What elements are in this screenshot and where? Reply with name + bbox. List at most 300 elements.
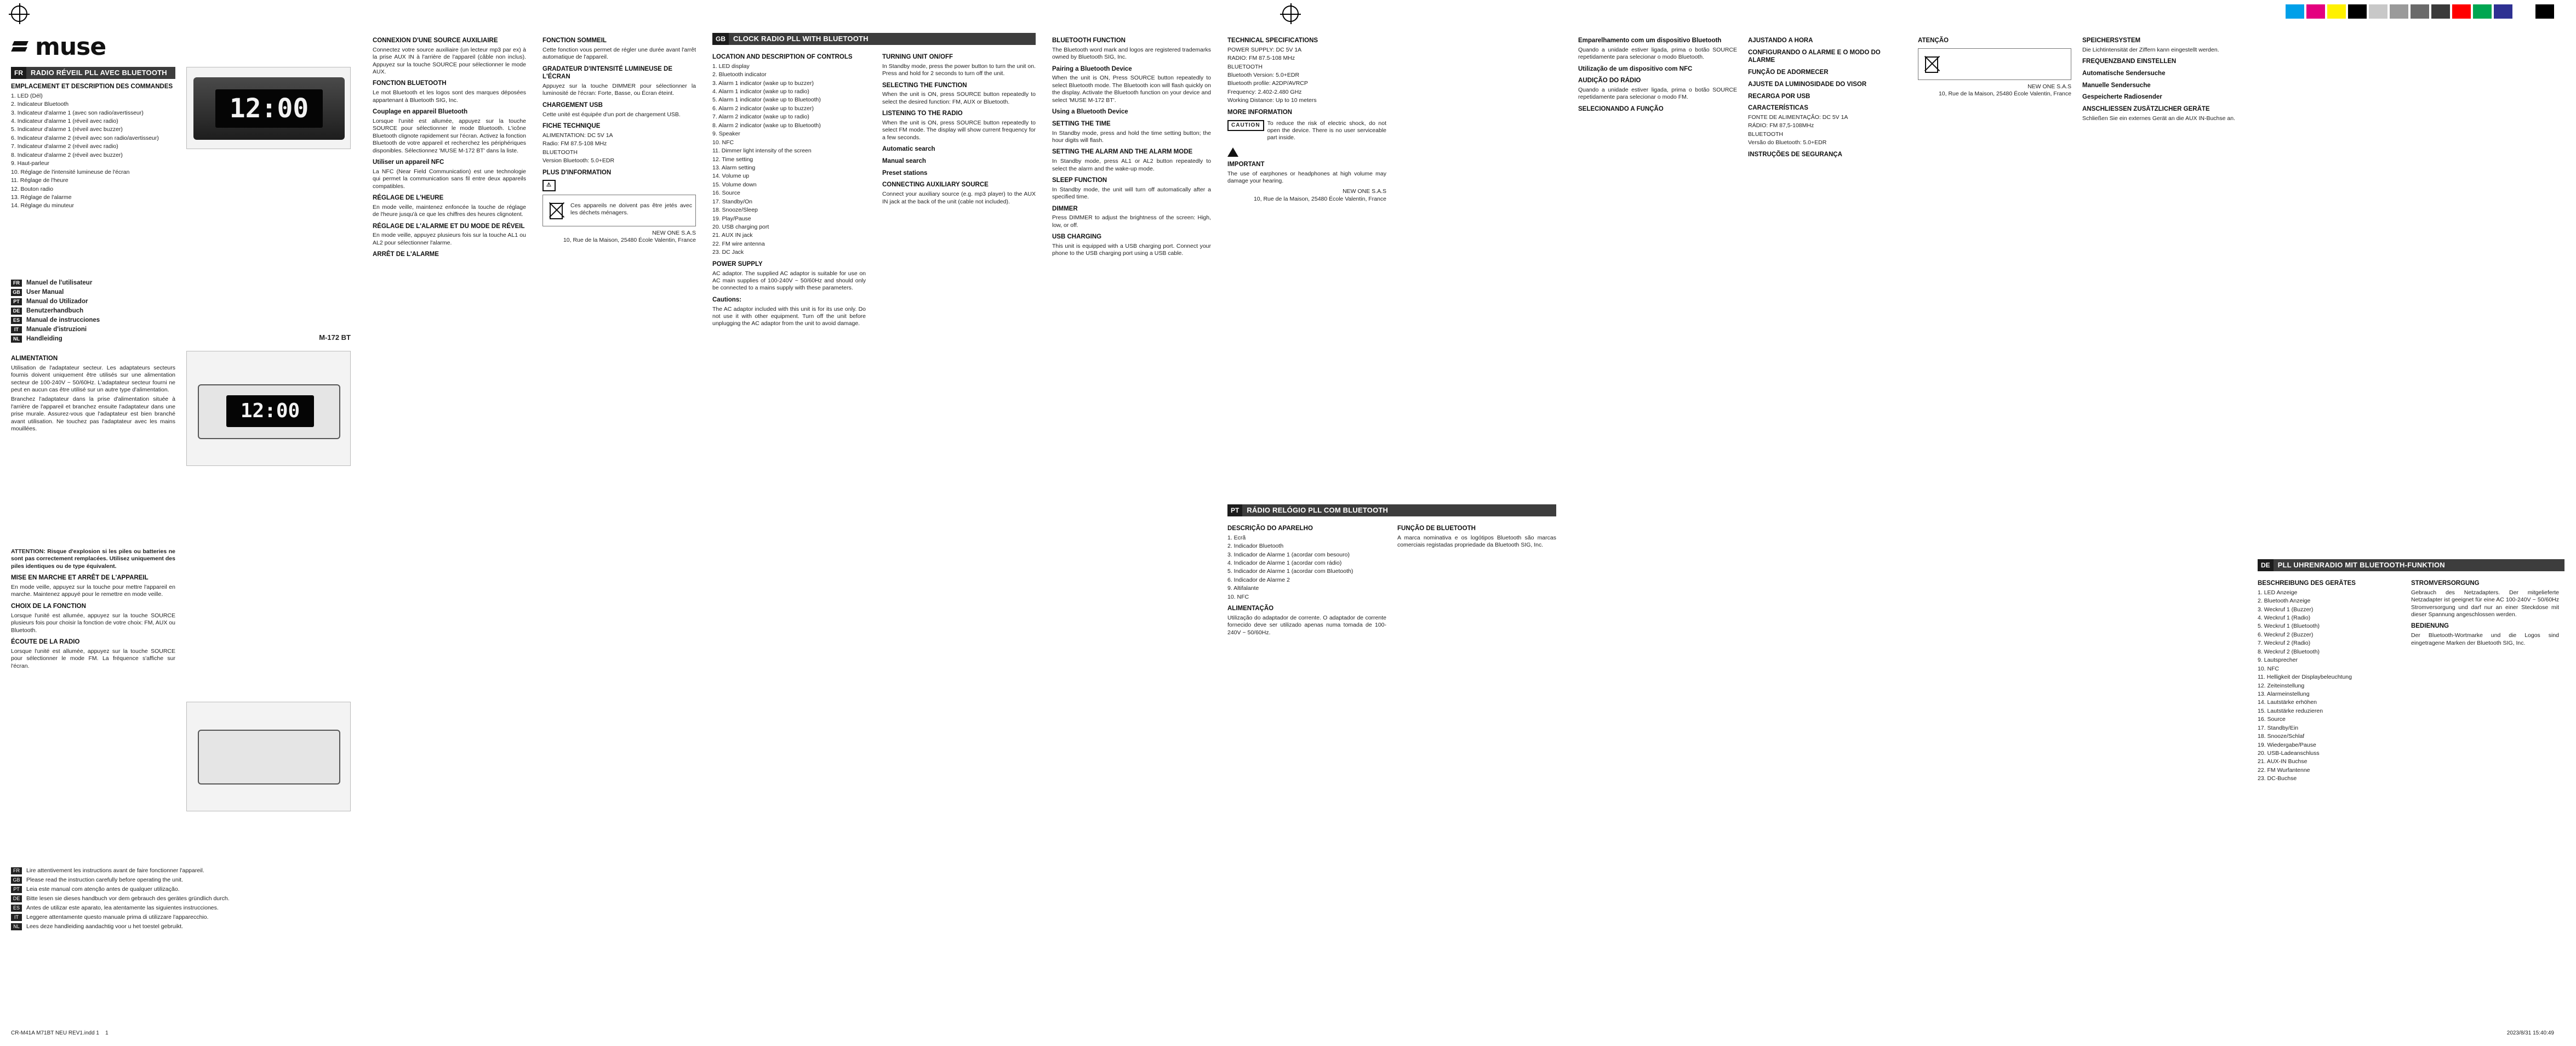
color-swatch	[2473, 4, 2492, 19]
fr-control-item: 7. Indicateur d'alarme 2 (réveil avec radio)	[11, 143, 118, 150]
gb-power-text: AC adaptor. The supplied AC adaptor is suitable for use on AC main supplies of 100-240V ~ 50/60Hz and should only be connected to a mains supply with these parameters.	[712, 270, 866, 292]
page-6	[1578, 33, 1907, 1020]
registration-strip	[0, 0, 2576, 29]
gb-caution-block	[1227, 120, 1386, 144]
model-number: M-172 BT	[319, 333, 351, 342]
gb-tech-title: TECHNICAL SPECIFICATIONS	[1227, 37, 1318, 44]
safety-text: Leia este manual com atenção antes de qualquer utilização.	[26, 885, 180, 892]
pt-car-list	[1748, 114, 1907, 147]
pt-alim-title: ALIMENTAÇÃO	[1227, 605, 1274, 612]
pt-alim-text: Utilização do adaptador de corrente. O adaptador de corrente fornecido deve ser utilizado apenas numa tomada de 100-240V ~ 50/60Hz.	[1227, 614, 1386, 636]
de-p7-col-3	[2411, 576, 2559, 649]
diagram-display: 12:00	[226, 395, 314, 427]
pt-car-item: FONTE DE ALIMENTAÇÃO: DC 5V 1A	[1748, 114, 1848, 121]
fr-alim-text: Utilisation de l'adaptateur secteur. Les adaptateurs secteurs fournis doivent uniquement être utilisés sur une alimentation secteur de 100-240V ~ 50/60Hz. L'adaptateur secteur fourni ne peut en aucun cas être utilisé sur un autre type d'alimentation.	[11, 364, 175, 394]
pt-aux-text: Quando a unidade estiver ligada, prima o botão SOURCE repetidamente para selecionar o modo FM.	[1578, 87, 1737, 101]
de-control-item: 18. Snooze/Schlaf	[2258, 733, 2305, 740]
fr-nfc-text: La NFC (Near Field Communication) est une technologie qui permet la communication sans fil entre deux appareils compatibles.	[373, 168, 526, 190]
de-cont-title: SPEICHERSYSTEM	[2082, 37, 2141, 44]
gb-control-item: 22. FM wire antenna	[712, 240, 765, 247]
de-control-item: 19. Wiedergabe/Pause	[2258, 741, 2316, 748]
gb-lang-code: GB	[712, 33, 729, 45]
gb-radio-title: LISTENING TO THE RADIO	[882, 110, 963, 117]
fr-grad-title: GRADATEUR D'INTENSITÉ LUMINEUSE DE L'ÉCRAN	[542, 65, 673, 81]
gb-control-item: 1. LED display	[712, 62, 750, 70]
gb-control-item: 2. Bluetooth indicator	[712, 71, 767, 78]
de-section-header	[2258, 559, 2564, 571]
de-bedien-title: BEDIENUNG	[2411, 623, 2449, 630]
safety-line	[11, 894, 351, 903]
gb-aux-title: CONNECTING AUXILIARY SOURCE	[882, 181, 989, 189]
crossed-bin-icon	[1922, 52, 1941, 76]
gb-control-item: 23. DC Jack	[712, 249, 744, 256]
pt-p6-col-2	[1748, 33, 1907, 161]
clock-display: 12:00	[215, 89, 323, 128]
language-code: GB	[11, 289, 22, 296]
weee-box	[542, 195, 696, 226]
fr-control-item: 5. Indicateur d'alarme 1 (réveil avec buzzer)	[11, 126, 123, 133]
gb-dimmer-text: Press DIMMER to adjust the brightness of the screen: High, low, or off.	[1052, 214, 1211, 229]
gb-column-1	[712, 33, 1036, 48]
gb-control-item: 12. Time setting	[712, 156, 753, 163]
gb-section-title: CLOCK RADIO PLL WITH BLUETOOTH	[733, 34, 869, 43]
de-header-row	[2258, 559, 2564, 575]
gb-aux-text: Connect your auxiliary source (e.g. mp3 player) to the AUX IN jack at the back of the unit (cable not included).	[882, 191, 1036, 205]
language-name: User Manual	[26, 289, 64, 296]
gb-control-item: 4. Alarm 1 indicator (wake up to radio)	[712, 88, 809, 95]
safety-line	[11, 903, 351, 913]
fr-control-item: 8. Indicateur d'alarme 2 (réveil avec buzzer)	[11, 151, 123, 158]
page-4	[1052, 33, 1216, 1020]
de-control-item: 6. Weckruf 2 (Buzzer)	[2258, 631, 2314, 638]
gb-bt-title: BLUETOOTH FUNCTION	[1052, 37, 1126, 44]
back-diagram	[186, 702, 351, 811]
fr-p2-col-1	[373, 33, 526, 260]
de-control-item: 3. Weckruf 1 (Buzzer)	[2258, 606, 2314, 613]
color-swatch	[2327, 4, 2346, 19]
gb-time-text: In Standby mode, press and hold the time setting button; the hour digits will flash.	[1052, 129, 1211, 144]
gb-loc-title: LOCATION AND DESCRIPTION OF CONTROLS	[712, 54, 853, 60]
de-control-item: 4. Weckruf 1 (Radio)	[2258, 615, 2311, 622]
gb-usb-text: This unit is equipped with a USB charging port. Connect your phone to the USB charging port using a USB cable.	[1052, 242, 1211, 257]
pt-header-row	[1227, 504, 1556, 520]
page-5	[1227, 33, 1567, 1020]
page-7	[1918, 33, 2564, 1020]
pt-car-item: RÁDIO: FM 87,5-108MHz	[1748, 122, 1814, 129]
language-index	[11, 278, 351, 344]
gb-p4-col	[1052, 33, 1211, 260]
fr-nfc-title: Utiliser un appareil NFC	[373, 158, 444, 166]
gb-cautions-text: The AC adaptor included with this unit is for its use only. Do not use it with other equipment. Turn off the unit before unplugging the AC adaptor from the unit to avoid damage.	[712, 305, 866, 327]
fr-charge-title: CHARGEMENT USB	[542, 101, 603, 109]
pt-control-item: 10. NFC	[1227, 593, 1249, 600]
pt-control-item: 1. Ecrã	[1227, 534, 1246, 541]
language-code: ES	[11, 317, 22, 324]
language-row	[11, 288, 351, 297]
registration-mark-icon	[11, 5, 27, 22]
safety-line	[11, 922, 351, 931]
gb-bt-text: The Bluetooth word mark and logos are registered trademarks owned by Bluetooth SIG, Inc.	[1052, 46, 1211, 61]
gb-address	[1227, 188, 1386, 203]
color-swatch	[2494, 4, 2512, 19]
caution-block	[542, 180, 696, 191]
de-control-item: 21. AUX-IN Buchse	[2258, 758, 2307, 765]
gb-time-title: SETTING THE TIME	[1052, 120, 1111, 127]
gb-nfc-title: Using a Bluetooth Device	[1052, 109, 1128, 116]
gb-radio-text: When the unit is ON, press SOURCE button repeatedly to select FM mode. The display will show current frequency for a few seconds.	[882, 119, 1036, 141]
de-control-item: 10. NFC	[2258, 665, 2280, 672]
de-p7-col-2	[2258, 576, 2406, 784]
gb-manual-title: Manual search	[882, 157, 926, 164]
safety-line	[11, 876, 351, 885]
fr-snooze-title: FONCTION SOMMEIL	[542, 37, 607, 44]
gb-dimmer-title: DIMMER	[1052, 205, 1078, 212]
gb-tech-item: Working Distance: Up to 10 meters	[1227, 97, 1317, 104]
language-row	[11, 334, 351, 344]
language-row	[11, 297, 351, 306]
de-control-item: 14. Lautstärke erhöhen	[2258, 699, 2317, 706]
gb-control-item: 20. USB charging port	[712, 224, 769, 231]
gb-tech-item: POWER SUPPLY: DC 5V 1A	[1227, 46, 1302, 53]
pt-func-text: A marca nominativa e os logótipos Bluetooth são marcas comerciais registadas propriedade da Bluetooth SIG, Inc.	[1397, 534, 1556, 549]
gb-turn-title: TURNING UNIT ON/OFF	[882, 54, 953, 60]
color-swatch	[2306, 4, 2325, 19]
gb-control-item: 5. Alarm 1 indicator (wake up to Bluetooth)	[712, 96, 821, 104]
fr-column-1	[11, 67, 175, 211]
gb-control-item: 14. Volume up	[712, 173, 750, 180]
gb-tech-item: RADIO: FM 87.5-108 MHz	[1227, 55, 1295, 62]
fr-choix-title: CHOIX DE LA FONCTION	[11, 602, 86, 610]
gb-control-item: 6. Alarm 2 indicator (wake up to buzzer)	[712, 105, 814, 112]
clock-outline	[198, 384, 340, 439]
de-control-item: 7. Weckruf 2 (Radio)	[2258, 640, 2311, 647]
pt-func-title: FUNÇÃO DE BLUETOOTH	[1397, 525, 1476, 532]
gb-control-item: 8. Alarm 2 indicator (wake up to Bluetooth)	[712, 122, 821, 129]
product-photo	[186, 67, 351, 149]
company-name: NEW ONE S.A.S	[652, 230, 696, 237]
gb-sleep-title: SLEEP FUNCTION	[1052, 177, 1107, 184]
fr-fiche-list	[542, 132, 696, 165]
color-swatch	[2515, 4, 2533, 19]
language-row	[11, 306, 351, 316]
pt-atencao-title: ATENÇÃO	[1918, 37, 1949, 44]
pt-controls-list	[1227, 535, 1386, 601]
print-timestamp: 2023/8/31 15:40:49	[2506, 1030, 2554, 1036]
gb-important-text: The use of earphones or headphones at high volume may damage your hearing.	[1227, 170, 1386, 184]
fr-control-item: 11. Réglage de l'heure	[11, 177, 68, 184]
brand-name: muse	[35, 33, 106, 61]
gb-controls-list	[712, 63, 866, 257]
safety-lang-code: NL	[11, 923, 22, 930]
de-fm-title: Automatische Sendersuche	[2082, 70, 2166, 77]
de-manual-title: Manuelle Sendersuche	[2082, 82, 2151, 89]
pt-p5-col-1	[1227, 521, 1386, 639]
fr-lang-code: FR	[11, 67, 26, 79]
fr-regl-text: En mode veille, maintenez enfoncée la touche de réglage de l'heure jusqu'à ce que les chiffres des heures clignotent.	[373, 203, 526, 218]
fr-choix-text: Lorsque l'unité est allumée, appuyez sur la touche SOURCE plusieurs fois pour choisir la fonction de votre choix: FM, AUX ou Bluetooth.	[11, 612, 175, 634]
color-calibration-bars	[2286, 4, 2554, 19]
gb-turn-text: In Standby mode, press the power button to turn the unit on. Press and hold for 2 seconds to turn off the unit.	[882, 62, 1036, 77]
fr-fiche-item: Version Bluetooth: 5.0+EDR	[542, 157, 615, 164]
de-control-item: 16. Source	[2258, 716, 2286, 723]
language-code: IT	[11, 326, 22, 333]
pt-ajuste-title: AJUSTANDO A HORA	[1748, 37, 1813, 44]
safety-text: Leggere attentamente questo manuale prima di utilizzare l'apparecchio.	[26, 913, 209, 920]
fr-control-item: 10. Réglage de l'intensité lumineuse de l'écran	[11, 168, 130, 175]
pt-control-item: 5. Indicador de Alarme 1 (acordar com Bluetooth)	[1227, 568, 1353, 575]
language-code: PT	[11, 298, 22, 305]
de-strom-title: STROMVERSORGUNG	[2411, 580, 2480, 587]
gb-usb-title: USB CHARGING	[1052, 234, 1102, 241]
pt-lang-code: PT	[1227, 504, 1242, 516]
safety-line	[11, 866, 351, 876]
pt-p6-col-1	[1578, 33, 1737, 115]
pt-nfc-title: Utilização de um dispositivo com NFC	[1578, 65, 1693, 72]
color-swatch	[2452, 4, 2471, 19]
language-name: Manuale d'istruzioni	[26, 326, 87, 333]
de-freq-title: FREQUENZBAND EINSTELLEN	[2082, 58, 2177, 65]
gb-tech-item: Frequency: 2.402-2.480 GHz	[1227, 88, 1302, 95]
fr-conn-title: CONNEXION D'UNE SOURCE AUXILIAIRE	[373, 37, 498, 44]
safety-lang-code: ES	[11, 905, 22, 912]
gb-pair-text: When the unit is ON, Press SOURCE button repeatedly to select Bluetooth mode. The Bluetooth icon will flash quickly on the display. Activate the Bluetooth function on your device and select 'MUSE M-172 BT'.	[1052, 75, 1211, 104]
pt-conf-title: CONFIGURANDO O ALARME E O MODO DO ALARME	[1748, 49, 1881, 64]
fr-alarm-text: En mode veille, appuyez plusieurs fois sur la touche AL1 ou AL2 pour sélectionner l'alarme.	[373, 232, 526, 246]
language-row	[11, 278, 351, 288]
gb-control-item: 13. Alarm setting	[712, 164, 756, 171]
pt-section-header	[1227, 504, 1556, 516]
fr-control-item: 4. Indicateur d'alarme 1 (réveil avec radio)	[11, 118, 118, 125]
color-swatch	[2348, 4, 2367, 19]
language-code: DE	[11, 308, 22, 315]
company-name: NEW ONE S.A.S	[1343, 188, 1386, 195]
fr-pair-title: Couplage en appareil Bluetooth	[373, 109, 468, 116]
fr-alarm-title: RÉGLAGE DE L'ALARME ET DU MODE DE RÉVEIL	[373, 223, 525, 230]
language-name: Handleiding	[26, 336, 62, 343]
pt-brilho-title: AJUSTE DA LUMINOSIDADE DO VISOR	[1748, 81, 1867, 88]
pt-control-item: 4. Indicador de Alarme 1 (acordar com rádio)	[1227, 560, 1342, 567]
safety-line	[11, 885, 351, 894]
gb-control-item: 19. Play/Pause	[712, 215, 751, 222]
de-control-item: 22. FM Wurfantenne	[2258, 766, 2310, 774]
fr-regl-title: RÉGLAGE DE L'HEURE	[373, 195, 444, 201]
de-loc-title: BESCHREIBUNG DES GERÄTES	[2258, 580, 2356, 587]
gb-control-item: 3. Alarm 1 indicator (wake up to buzzer)	[712, 79, 814, 87]
fr-weee-text: Ces appareils ne doivent pas être jetés avec les déchets ménagers.	[570, 202, 692, 217]
de-control-item: 12. Zeiteinstellung	[2258, 682, 2305, 689]
fr-ecoute-text: Lorsque l'unité est allumée, appuyez sur la touche SOURCE pour sélectionner le mode FM. La fréquence s'affiche sur l'écran.	[11, 647, 175, 669]
language-row	[11, 316, 351, 325]
fr-mise-text: En mode veille, appuyez sur la touche pour mettre l'appareil en marche. Maintenez appuyé pour le remettre en mode veille.	[11, 584, 175, 598]
gb-important-title: IMPORTANT	[1227, 161, 1265, 168]
safety-text: Antes de utilizar este aparato, lea atentamente las siguientes instrucciones.	[26, 904, 219, 911]
fr-conn-text: Connectez votre source auxiliaire (un lecteur mp3 par ex) à la prise AUX IN à l'arrière de l'appareil (câble non inclus). Appuyez sur la touche SOURCE pour sélectionner le mode AUX.	[373, 46, 526, 76]
gb-p3-col-2	[882, 49, 1036, 208]
gb-auto-title: Automatic search	[882, 146, 935, 153]
pt-control-item: 2. Indicador Bluetooth	[1227, 543, 1284, 550]
fr-control-item: 13. Réglage de l'alarme	[11, 194, 72, 201]
gb-control-item: 7. Alarm 2 indicator (wake up to radio)	[712, 113, 809, 121]
color-swatch	[2286, 4, 2304, 19]
safety-lang-code: IT	[11, 914, 22, 921]
safety-line	[11, 913, 351, 922]
print-slug-right	[2507, 1030, 2554, 1036]
fr-control-item: 6. Indicateur d'alarme 2 (réveil avec son radio/avertisseur)	[11, 134, 159, 141]
fr-section-header	[11, 67, 175, 79]
gb-power-title: POWER SUPPLY	[712, 260, 763, 268]
fr-alim-text-2: Branchez l'adaptateur dans la prise d'alimentation située à l'arrière de l'appareil et branchez ensuite l'adaptateur dans une prise murale. Assurez-vous que l'adaptateur est bien branché avant utilisation. Ne touchez pas l'adaptateur avec les mains mouillées.	[11, 396, 175, 433]
pt-cont-title: Emparelhamento com um dispositivo Bluetooth	[1578, 37, 1722, 44]
fr-pair-text: Lorsque l'unité est allumée, appuyez sur la touche SOURCE pour sélectionner le mode Bluetooth. L'icône Bluetooth clignote rapidement sur l'écran. Activez la fonction Bluetooth de votre appareil et recherchez les périphériques disponibles. Sélectionnez 'MUSE M-172 BT' dans la liste.	[373, 117, 526, 154]
pt-section-title: RÁDIO RELÓGIO PLL COM BLUETOOTH	[1247, 505, 1389, 514]
brand-logo	[11, 33, 106, 61]
de-control-item: 5. Weckruf 1 (Bluetooth)	[2258, 623, 2320, 630]
de-control-item: 2. Bluetooth Anzeige	[2258, 598, 2311, 605]
pt-p5-col-2	[1397, 521, 1556, 552]
de-control-item: 9. Lautsprecher	[2258, 657, 2298, 664]
pt-control-item: 9. Altifalante	[1227, 585, 1259, 592]
fr-section-title: RADIO RÉVEIL PLL AVEC BLUETOOTH	[31, 68, 167, 77]
de-control-item: 23. DC-Buchse	[2258, 775, 2297, 782]
company-address: 10, Rue de la Maison, 25480 École Valentin, France	[1938, 90, 2071, 98]
safety-text: Lees deze handleiding aandachtig voor u het toestel gebruikt.	[26, 923, 184, 930]
pt-car-item: Versão do Bluetooth: 5.0+EDR	[1748, 139, 1827, 146]
safety-lang-code: GB	[11, 877, 22, 884]
fr-controls-title: EMPLACEMENT ET DESCRIPTION DES COMMANDES	[11, 83, 173, 90]
safety-notice-list	[11, 866, 351, 931]
fr-mise-title: MISE EN MARCHE ET ARRÊT DE L'APPAREIL	[11, 575, 148, 582]
safety-text: Please read the instruction carefully before operating the unit.	[26, 876, 184, 883]
fr-address	[542, 230, 696, 245]
fr-controls-list	[11, 93, 175, 210]
color-swatch	[2411, 4, 2429, 19]
fr-bt-text: Le mot Bluetooth et les logos sont des marques déposées appartenant à Bluetooth SIG, Inc.	[373, 89, 526, 104]
fr-fiche-item: Radio: FM 87.5-108 MHz	[542, 140, 607, 147]
gb-tech-item: Bluetooth Version: 5.0+EDR	[1227, 72, 1300, 79]
language-name: Manual do Utilizador	[26, 298, 88, 305]
de-control-item: 13. Alarmeinstellung	[2258, 690, 2310, 697]
file-name: CR-M41A M71BT NEU REV1.indd 1	[11, 1030, 99, 1036]
gb-tech-item: Bluetooth profile: A2DP/AVRCP	[1227, 80, 1308, 87]
gb-sel-text: When the unit is ON, press SOURCE button repeatedly to select the desired function: FM, AUX or Bluetooth.	[882, 91, 1036, 105]
language-row	[11, 325, 351, 334]
language-name: Benutzerhandbuch	[26, 308, 84, 315]
de-address	[1918, 83, 2071, 98]
pt-control-item: 3. Indicador de Alarme 1 (acordar com besouro)	[1227, 551, 1350, 558]
gb-caution-label: CAUTION	[1227, 120, 1264, 132]
pt-car-title: CARACTERÍSTICAS	[1748, 105, 1808, 112]
gb-pair-title: Pairing a Bluetooth Device	[1052, 65, 1132, 72]
page-number: 1	[105, 1030, 108, 1036]
gb-control-item: 11. Dimmer light intensity of the screen	[712, 147, 812, 155]
gb-control-item: 18. Snooze/Sleep	[712, 207, 758, 214]
fr-fiche-item: BLUETOOTH	[542, 149, 578, 156]
fr-grad-text: Appuyez sur la touche DIMMER pour sélectionner la luminosité de l'écran: Forte, Basse, ou Écran éteint.	[542, 83, 696, 97]
gb-control-item: 16. Source	[712, 190, 740, 197]
gb-control-item: 15. Volume down	[712, 181, 757, 188]
gb-p3-col-1	[712, 49, 866, 330]
fr-snooze-text: Cette fonction vous permet de régler une durée avant l'arrêt automatique de l'appareil.	[542, 46, 696, 61]
brand-mark-icon	[11, 40, 32, 54]
fr-fiche-title: FICHE TECHNIQUE	[542, 123, 601, 130]
gb-p5-col	[1227, 33, 1386, 203]
de-preset-title: Gespeicherte Radiosender	[2082, 94, 2162, 101]
pt-sel-title: SELECIONANDO A FUNÇÃO	[1578, 105, 1664, 112]
de-controls-list	[2258, 589, 2406, 783]
pt-loc-title: DESCRIÇÃO DO APARELHO	[1227, 525, 1313, 532]
de-p7-col-1	[2082, 33, 2236, 124]
lightning-warning	[1227, 147, 1386, 157]
fr-control-item: 9. Haut-parleur	[11, 160, 50, 167]
safety-lang-code: DE	[11, 895, 22, 902]
gb-sel-title: SELECTING THE FUNCTION	[882, 82, 967, 89]
language-code: NL	[11, 336, 22, 343]
fr-charge-text: Cette unité est équipée d'un port de chargement USB.	[542, 111, 681, 118]
pt-p7-col	[1918, 33, 2071, 98]
de-control-item: 1. LED Anzeige	[2258, 589, 2298, 596]
safety-text: Bitte lesen sie dieses handbuch vor dem gebrauch des gerätes gründlich durch.	[26, 895, 230, 902]
de-control-item: 11. Helligkeit der Displaybeleuchtung	[2258, 674, 2352, 681]
fr-alarm-stop: ARRÊT DE L'ALARME	[373, 251, 439, 258]
safety-lang-code: FR	[11, 867, 22, 874]
language-name: Manual de instrucciones	[26, 317, 100, 324]
registration-mark-icon	[1282, 5, 1299, 22]
color-swatch	[2535, 4, 2554, 19]
gb-control-item: 9. Speaker	[712, 130, 740, 138]
fr-alim-title: ALIMENTATION	[11, 355, 58, 362]
gb-alarm-title: SETTING THE ALARM AND THE ALARM MODE	[1052, 149, 1193, 156]
de-control-item: 20. USB-Ladeanschluss	[2258, 750, 2320, 757]
color-swatch	[2390, 4, 2408, 19]
page-1	[11, 33, 362, 1020]
pt-car-item: BLUETOOTH	[1748, 130, 1783, 138]
front-diagram	[186, 351, 351, 466]
fr-ecoute-title: ÉCOUTE DE LA RADIO	[11, 638, 80, 645]
clock-back-outline	[198, 730, 340, 784]
fr-bt-title: FONCTION BLUETOOTH	[373, 80, 447, 87]
crossed-bin-icon	[546, 198, 566, 223]
pt-sleep-title: FUNÇÃO DE ADORMECER	[1748, 69, 1829, 76]
safety-lang-code: PT	[11, 886, 22, 893]
pt-control-item: 6. Indicador de Alarme 2	[1227, 576, 1290, 583]
de-cont-text: Die Lichtintensität der Ziffern kann eingestellt werden.	[2082, 46, 2219, 53]
gb-control-item: 17. Standby/On	[712, 198, 752, 205]
fr-plus-title: PLUS D'INFORMATION	[542, 169, 612, 176]
de-control-item: 15. Lautstärke reduzieren	[2258, 707, 2323, 714]
clock-radio-body	[193, 77, 345, 140]
color-swatch	[2431, 4, 2450, 19]
gb-sleep-text: In Standby mode, the unit will turn off automatically after a specified time.	[1052, 186, 1211, 201]
de-lang-code: DE	[2258, 559, 2274, 571]
fr-control-item: 2. Indicateur Bluetooth	[11, 101, 69, 108]
de-control-item: 8. Weckruf 2 (Bluetooth)	[2258, 648, 2320, 655]
pt-aux-title: AUDIÇÃO DO RÁDIO	[1578, 77, 1641, 84]
page-3	[712, 33, 1041, 1020]
safety-text: Lire attentivement les instructions avant de faire fonctionner l'appareil.	[26, 867, 204, 874]
pt-cont-text: Quando a unidade estiver ligada, prima o botão SOURCE repetidamente para selecionar o modo Bluetooth.	[1578, 46, 1737, 61]
caution-icon: ⚠	[542, 180, 556, 191]
gb-more-title: MORE INFORMATION	[1227, 109, 1292, 116]
gb-cautions-title: Cautions:	[712, 296, 742, 303]
de-aux-title: ANSCHLIESSEN ZUSÄTZLICHER GERÄTE	[2082, 106, 2210, 113]
company-name: NEW ONE S.A.S	[2027, 83, 2071, 90]
de-strom-text: Gebrauch des Netzadapters. Der mitgelieferte Netzadapter ist geeignet für eine AC 100-240V ~ 50/60Hz Stromversorgung und darf nur an einer Steckdose mit dieser Spannung angeschlossen werden.	[2411, 589, 2559, 618]
fr-column-2	[11, 351, 175, 435]
print-slug-left	[11, 1030, 108, 1036]
fr-control-item: 3. Indicateur d'alarme 1 (avec son radio/avertisseur)	[11, 109, 144, 116]
pt-weee-box	[1918, 48, 2071, 80]
gb-control-item: 21. AUX IN jack	[712, 232, 753, 239]
